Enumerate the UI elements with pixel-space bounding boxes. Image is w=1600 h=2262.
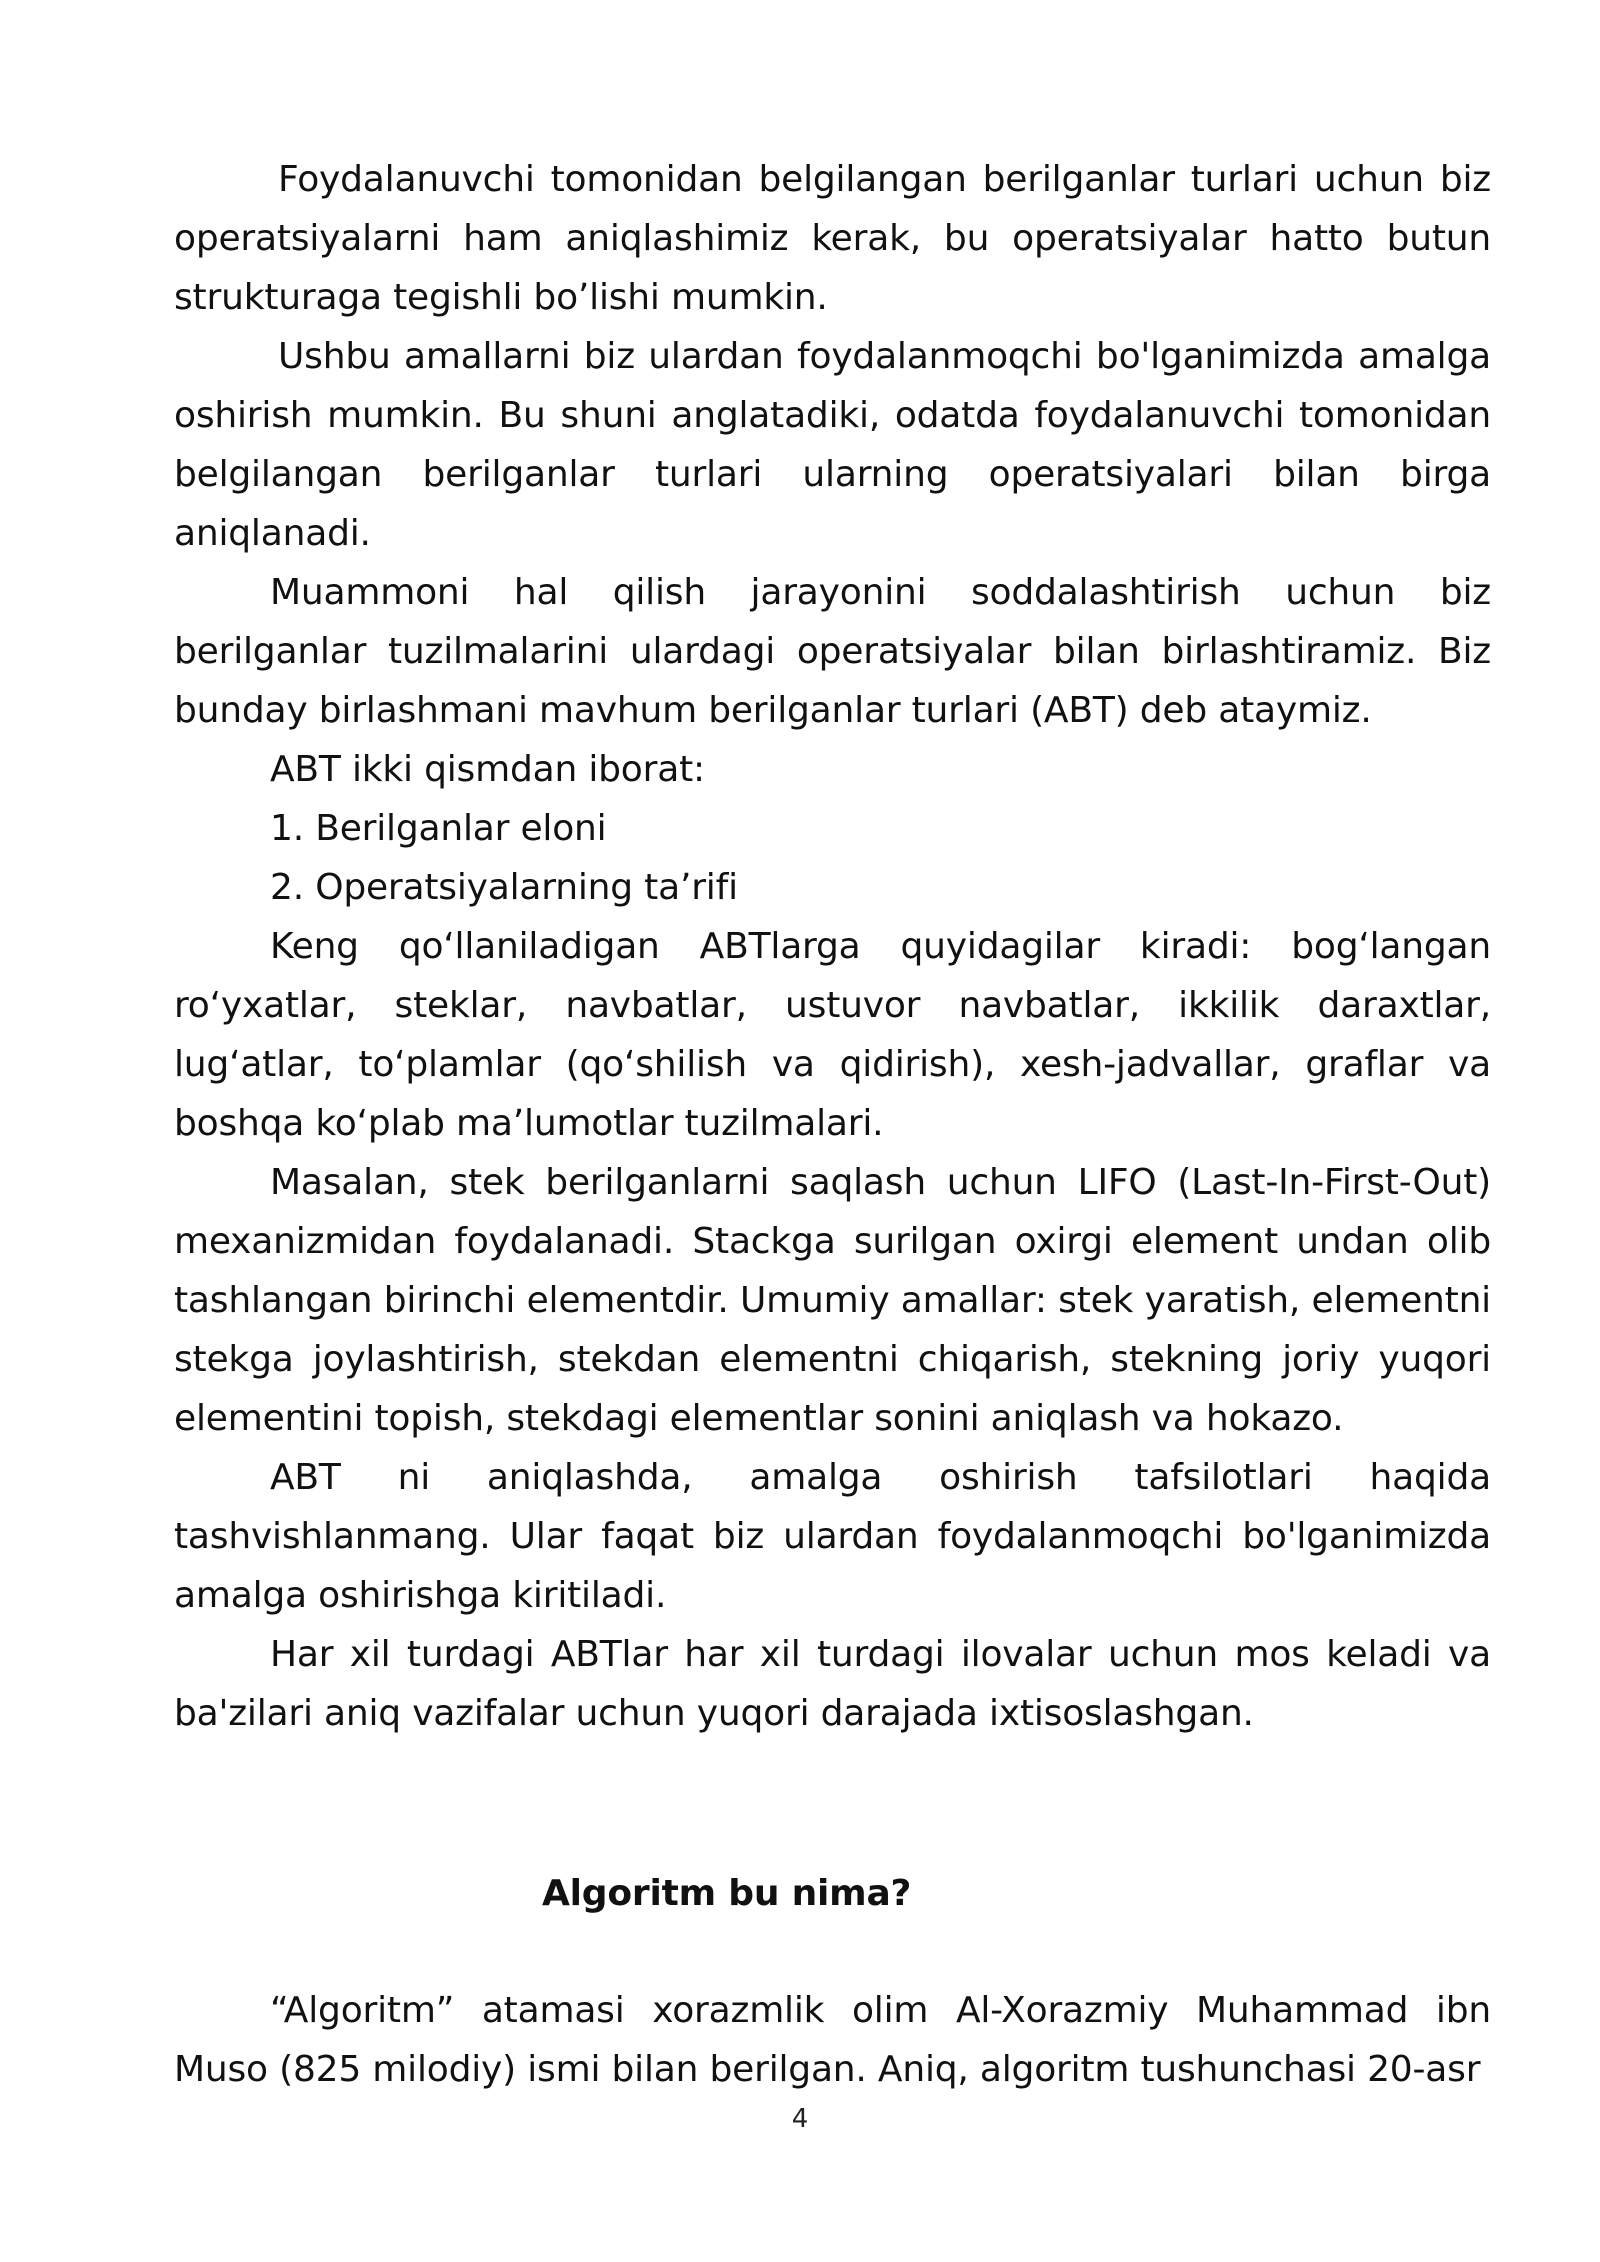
- body-text: [174, 150, 1491, 1743]
- page-number: 4: [791, 2104, 809, 2134]
- paragraph-stack-example: Masalan, stek berilganlarni saqlash uchun LIFO (Last-In-First-Out) mexanizmidan foydalanadi. Stackga surilgan oxirgi element undan olib tashlangan birinchi elementdir. Umumiy amallar: stek yaratish, elementni stekga joylashtirish, stekdan elementni chiqarish, stekning joriy yuqori elementini topish, stekdagi elementlar sonini aniqlash va hokazo.: [174, 1162, 1491, 1439]
- paragraph-algorithm-origin: “Algoritm” atamasi xorazmlik olim Al-Xorazmiy Muhammad ibn Muso (825 milodiy) ismi bilan berilgan. Aniq, algoritm tushunchasi 20-asr: [174, 1990, 1491, 2090]
- list-item-declaration: 1. Berilganlar eloni: [270, 808, 607, 849]
- paragraph-abt-types: Har xil turdagi ABTlar har xil turdagi ilovalar uchun mos keladi va ba'zilari aniq vazifalar uchun yuqori darajada ixtisoslashgan.: [174, 1634, 1491, 1734]
- section-heading: Algoritm bu nima?: [542, 1873, 912, 1914]
- paragraph-abt-parts: ABT ikki qismdan iborat:: [270, 749, 705, 790]
- paragraph-abt-definition: Muammoni hal qilish jarayonini soddalashtirish uchun biz berilganlar tuzilmalarini ulardagi operatsiyalar bilan birlashtiramiz. Biz bunday birlashmani mavhum berilganlar turlari (ABT) deb ataymiz.: [174, 572, 1491, 731]
- paragraph-user-defined-types: Foydalanuvchi tomonidan belgilangan berilganlar turlari uchun biz operatsiyalarni ham aniqlashimiz kerak, bu operatsiyalar hatto butun strukturaga tegishli boʼlishi mumkin.: [174, 159, 1491, 318]
- paragraph-common-abts: Keng qoʻllaniladigan ABTlarga quyidagilar kiradi: bogʻlangan roʻyxatlar, steklar, navbatlar, ustuvor navbatlar, ikkilik daraxtlar, lugʻatlar, toʻplamlar (qoʻshilish va qidirish), xesh-jadvallar, graflar va boshqa koʻplab maʼlumotlar tuzilmalari.: [174, 926, 1491, 1144]
- paragraph-operations: Ushbu amallarni biz ulardan foydalanmoqchi bo'lganimizda amalga oshirish mumkin. Bu shuni anglatadiki, odatda foydalanuvchi tomonidan belgilangan berilganlar turlari ularning operatsiyalari bilan birga aniqlanadi.: [174, 336, 1491, 554]
- list-item-operations: 2. Operatsiyalarning taʼrifi: [270, 867, 738, 908]
- closing-text: [174, 1981, 1491, 2099]
- paragraph-implementation: ABT ni aniqlashda, amalga oshirish tafsilotlari haqida tashvishlanmang. Ular faqat biz ulardan foydalanmoqchi bo'lganimizda amalga oshirishga kiritiladi.: [174, 1457, 1491, 1616]
